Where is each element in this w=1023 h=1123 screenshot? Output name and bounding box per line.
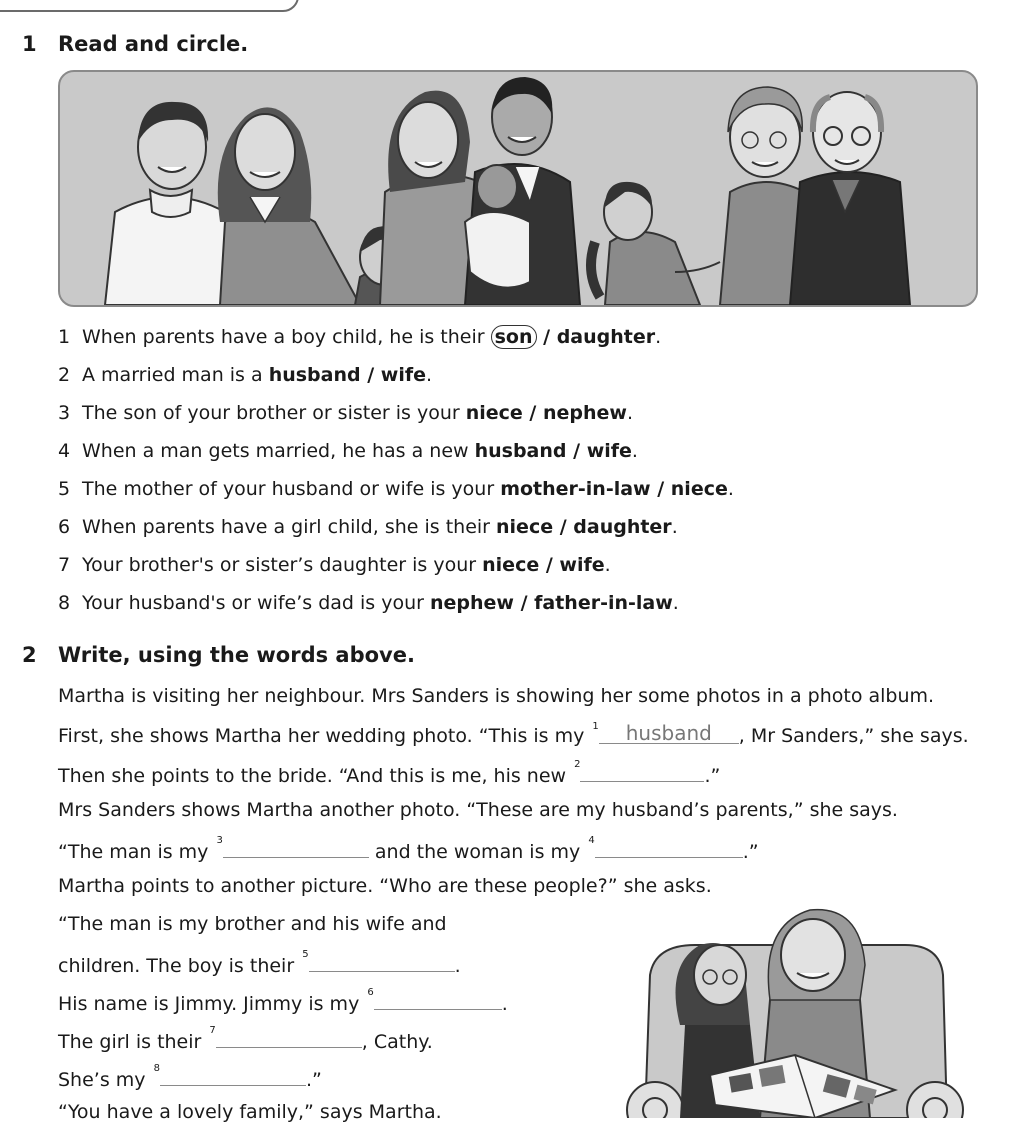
answer-blank-2[interactable] xyxy=(580,761,704,782)
exercise-instruction: Read and circle. xyxy=(58,32,249,56)
story-text: “The man is my brother and his wife and xyxy=(58,913,447,935)
story-line xyxy=(58,1027,433,1053)
option-1[interactable]: husband xyxy=(268,364,361,386)
option-separator: / xyxy=(650,478,671,500)
question-item xyxy=(58,326,661,348)
story-text: and the woman is my xyxy=(374,841,587,863)
answer-blank-1[interactable] xyxy=(599,723,739,744)
story-text: His name is Jimmy. Jimmy is my xyxy=(58,993,366,1015)
story-text: . xyxy=(501,993,508,1015)
question-number: 6 xyxy=(58,516,71,538)
option-2[interactable]: wife xyxy=(559,554,605,576)
question-item xyxy=(58,516,678,538)
question-number: 8 xyxy=(58,592,71,614)
question-text: When parents have a boy child, he is their xyxy=(82,326,491,348)
question-text: When parents have a girl child, she is their xyxy=(82,516,497,538)
question-number: 2 xyxy=(58,364,71,386)
option-separator: / xyxy=(539,554,560,576)
story-line xyxy=(58,685,934,707)
story-line xyxy=(58,723,969,747)
question-number: 4 xyxy=(58,440,71,462)
story-text: “The man is my xyxy=(58,841,215,863)
answer-blank-7[interactable] xyxy=(216,1027,362,1048)
story-line xyxy=(58,799,898,821)
option-1[interactable]: niece xyxy=(465,402,523,424)
question-text: When a man gets married, he has a new xyxy=(82,440,475,462)
question-end: . xyxy=(426,364,433,386)
question-end: . xyxy=(604,554,611,576)
woman-figure xyxy=(218,107,360,305)
question-item xyxy=(58,364,432,386)
question-text: The son of your brother or sister is your xyxy=(82,402,466,424)
blank-number: 5 xyxy=(302,949,309,960)
story-line xyxy=(58,1065,322,1091)
question-text: A married man is a xyxy=(82,364,269,386)
exercise-number: 1 xyxy=(22,32,37,56)
answer-blank-5[interactable] xyxy=(309,951,455,972)
question-text: The mother of your husband or wife is your xyxy=(82,478,501,500)
question-end: . xyxy=(727,478,734,500)
story-text: Then she points to the bride. “And this is me, his new xyxy=(58,765,573,787)
exercise-2-heading xyxy=(22,643,415,667)
answer-blank-3[interactable] xyxy=(223,837,369,858)
blank-number: 8 xyxy=(153,1063,160,1074)
option-2[interactable]: wife xyxy=(586,440,632,462)
option-2[interactable]: niece xyxy=(670,478,728,500)
story-text: The girl is their xyxy=(58,1031,208,1053)
question-item xyxy=(58,554,611,576)
option-separator: / xyxy=(553,516,574,538)
story-text: “You have a lovely family,” says Martha. xyxy=(58,1101,442,1123)
story-line xyxy=(58,761,720,787)
story-text: children. The boy is their xyxy=(58,955,301,977)
story-text: .” xyxy=(742,841,759,863)
story-line xyxy=(58,837,759,863)
option-1[interactable]: nephew xyxy=(429,592,514,614)
story-text: .” xyxy=(305,1069,322,1091)
story-text: .” xyxy=(704,765,721,787)
option-separator: / xyxy=(522,402,543,424)
question-end: . xyxy=(671,516,678,538)
story-text: Martha is visiting her neighbour. Mrs Sanders is showing her some photos in a photo album. xyxy=(58,685,935,707)
story-text: She’s my xyxy=(58,1069,152,1091)
exercise-instruction: Write, using the words above. xyxy=(58,643,415,667)
option-2[interactable]: daughter xyxy=(556,326,656,348)
answer-blank-4[interactable] xyxy=(595,837,743,858)
story-line xyxy=(58,989,508,1015)
story-text: First, she shows Martha her wedding photo. “This is my xyxy=(58,725,591,747)
question-number: 1 xyxy=(58,326,71,348)
option-1[interactable]: niece xyxy=(482,554,540,576)
story-line xyxy=(58,875,712,897)
lesson-tab xyxy=(0,0,299,12)
option-2[interactable]: nephew xyxy=(542,402,627,424)
question-end: . xyxy=(626,402,634,424)
question-number: 7 xyxy=(58,554,71,576)
blank-number: 1 xyxy=(592,721,599,732)
question-end: . xyxy=(672,592,679,614)
story-text: , Cathy. xyxy=(361,1031,433,1053)
question-item xyxy=(58,478,734,500)
question-text: Your husband's or wife’s dad is your xyxy=(82,592,430,614)
option-1[interactable]: mother-in-law xyxy=(500,478,651,500)
story-line xyxy=(58,951,461,977)
story-line xyxy=(58,913,447,935)
example-answer: husband xyxy=(625,721,712,745)
blank-number: 2 xyxy=(574,759,581,770)
answer-blank-6[interactable] xyxy=(374,989,502,1010)
blank-number: 3 xyxy=(216,835,223,846)
story-text: Mrs Sanders shows Martha another photo. “These are my husband’s parents,” she says. xyxy=(58,799,898,821)
question-item xyxy=(58,592,679,614)
exercise-number: 2 xyxy=(22,643,37,667)
option-2[interactable]: father-in-law xyxy=(534,592,673,614)
answer-blank-8[interactable] xyxy=(160,1065,306,1086)
option-separator: / xyxy=(566,440,587,462)
blank-number: 6 xyxy=(367,987,374,998)
question-item xyxy=(58,440,638,462)
option-2[interactable]: wife xyxy=(380,364,426,386)
girl-figure xyxy=(591,182,720,305)
question-text: Your brother's or sister’s daughter is your xyxy=(82,554,483,576)
option-1[interactable]: niece xyxy=(496,516,554,538)
story-text: , Mr Sanders,” she says. xyxy=(738,725,969,747)
blank-number: 7 xyxy=(209,1025,216,1036)
option-separator: / xyxy=(360,364,381,386)
story-text: . xyxy=(454,955,461,977)
option-2[interactable]: daughter xyxy=(573,516,672,538)
story-text: Martha points to another picture. “Who are these people?” she asks. xyxy=(58,875,712,897)
question-number: 5 xyxy=(58,478,71,500)
option-1[interactable]: son xyxy=(491,325,537,349)
blank-number: 4 xyxy=(588,835,595,846)
question-number: 3 xyxy=(58,402,71,424)
question-end: . xyxy=(655,326,662,348)
question-end: . xyxy=(631,440,638,462)
story-line xyxy=(58,1101,442,1123)
question-item xyxy=(58,402,633,424)
grandfather-figure xyxy=(790,92,910,305)
option-1[interactable]: husband xyxy=(474,440,567,462)
option-separator: / xyxy=(513,592,535,614)
option-separator: / xyxy=(536,326,557,348)
exercise-1-heading xyxy=(22,32,248,56)
photo-album-illustration xyxy=(625,905,965,1118)
family-illustration xyxy=(58,70,978,307)
